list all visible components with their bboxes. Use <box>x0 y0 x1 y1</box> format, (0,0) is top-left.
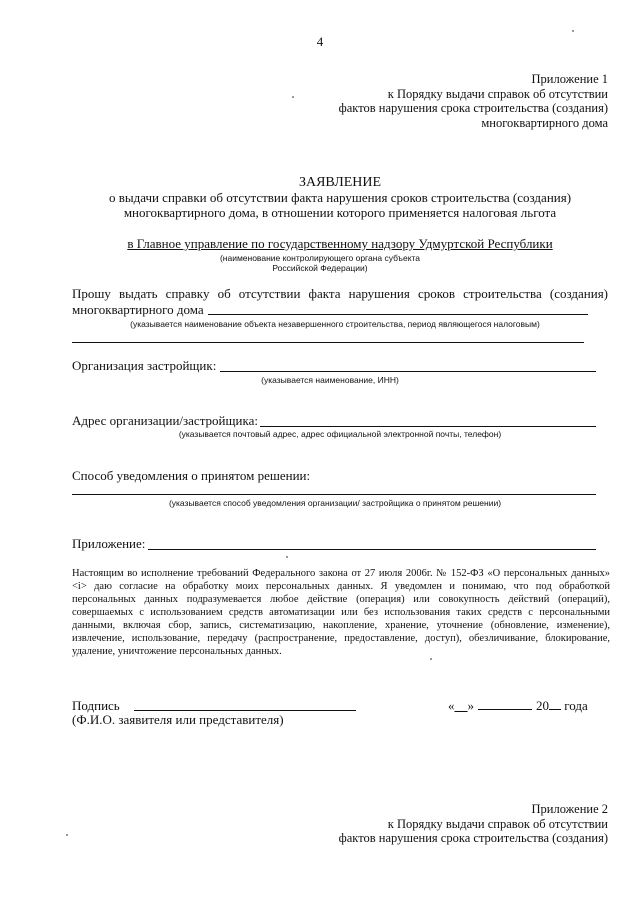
object-name-field[interactable] <box>208 314 588 315</box>
recipient-authority: в Главное управление по государственному надзору Удмуртской Республики <box>127 236 553 251</box>
date-year-prefix: 20 <box>536 698 549 713</box>
developer-field[interactable] <box>220 371 596 372</box>
scan-speck <box>430 658 432 660</box>
appendix-1-line3: фактов нарушения срока строительства (создания) <box>338 101 608 115</box>
recipient-caption <box>170 253 470 273</box>
address-label: Адрес организации/застройщика: <box>72 413 258 428</box>
recipient-caption-line2: Российской Федерации) <box>272 263 368 273</box>
address-field[interactable] <box>260 426 596 427</box>
date-year-suffix: года <box>564 698 588 713</box>
date-day-blank[interactable]: __ <box>454 698 468 713</box>
scan-speck <box>292 96 294 98</box>
recipient-caption-line1: (наименование контролирующего органа субъекта <box>219 253 421 263</box>
request-line1: Прошу выдать справку об отсутствии факта нарушения сроков строительства (создания) <box>72 286 608 301</box>
notify-label: Способ уведомления о принятом решении: <box>72 468 311 483</box>
appendix-1-header <box>300 72 608 130</box>
date-quote-open: « <box>448 698 455 713</box>
subtitle-line2: многоквартирного дома, в отношении которого применяется налоговая льгота <box>123 205 557 220</box>
developer-label: Организация застройщик: <box>72 358 217 373</box>
appendix-2-line2: к Порядку выдачи справок об отсутствии <box>387 816 608 831</box>
appendix-1-line4: многоквартирного дома <box>481 115 608 130</box>
date-month-blank[interactable] <box>478 698 532 710</box>
subtitle-line1: о выдачи справки об отсутствии факта нарушения сроков строительства (создания) <box>108 190 572 205</box>
document-title: ЗАЯВЛЕНИЕ <box>298 175 382 190</box>
signature-caption: (Ф.И.О. заявителя или представителя) <box>72 712 284 727</box>
personal-data-consent: Настоящим во исполнение требований Федерального закона от 27 июля 2006г. № 152-ФЗ «О персональных данных» <i> даю согласие на обработку моих персональных данных. Я уведомлен и понимаю, что под обработкой персональных данных подразумевается любое действие (операция) или совокупность действий (операций), совершаемых с использованием средств автоматизации или без использования таких средств с персональными данными, включая сбор, запись, систематизацию, накопление, хранение, уточнение (обновление, изменение), извлечение, использование, передачу (распространение, предоставление, доступ), обезличивание, блокирование, удаление, уничтожение персональных данных. <box>72 568 610 657</box>
notify-field[interactable] <box>72 494 596 495</box>
attachment-field[interactable] <box>148 549 596 550</box>
appendix-2-line3: фактов нарушения срока строительства (создания) <box>338 831 608 845</box>
attachment-label: Приложение: <box>72 536 146 551</box>
signature-field[interactable] <box>134 710 356 711</box>
scan-speck <box>286 556 288 558</box>
scan-speck <box>66 834 68 836</box>
request-caption: (указывается наименование объекта незавершенного строительства, период являющегося налоговым) <box>130 319 540 329</box>
object-name-field-continued[interactable] <box>72 342 584 343</box>
address-caption: (указывается почтовый адрес, адрес официальной электронной почты, телефон) <box>178 429 502 439</box>
developer-caption: (указывается наименование, ИНН) <box>261 375 399 385</box>
notify-caption: (указывается способ уведомления организации/ застройщика о принятом решении) <box>168 498 502 508</box>
request-line2: многоквартирного дома <box>72 302 204 317</box>
page-number: 4 <box>316 34 324 49</box>
document-subtitle <box>40 190 640 220</box>
date-quote-close: » <box>467 698 474 713</box>
scan-speck <box>572 30 574 32</box>
appendix-2-header <box>300 802 608 846</box>
date-year-blank[interactable] <box>549 698 561 710</box>
appendix-1-line1: Приложение 1 <box>531 72 608 86</box>
appendix-2-line1: Приложение 2 <box>531 802 608 816</box>
appendix-1-line2: к Порядку выдачи справок об отсутствии <box>387 86 608 101</box>
signature-label: Подпись <box>72 698 120 713</box>
date-field[interactable] <box>448 698 618 713</box>
